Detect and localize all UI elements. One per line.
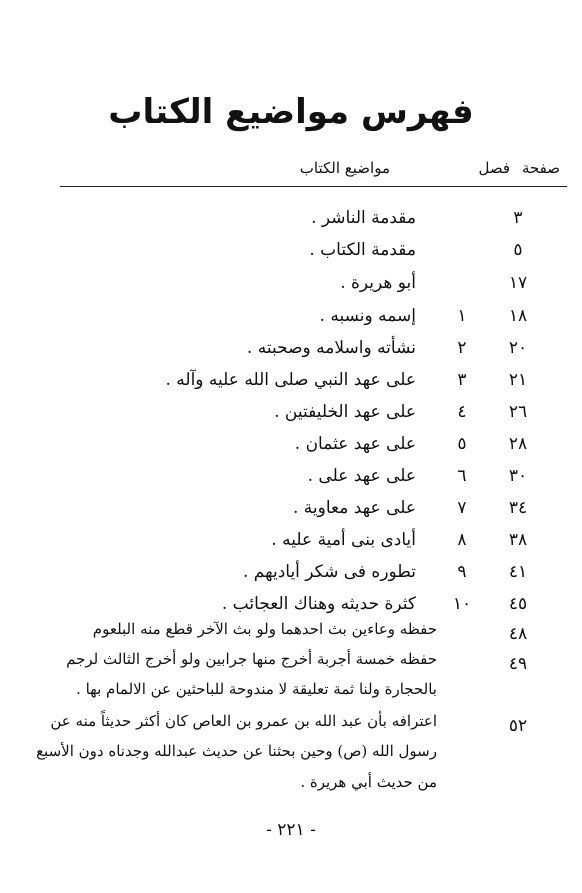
row-topic: على عهد النبي صلى الله عليه وآله . <box>165 370 416 390</box>
header-topics: مواضيع الكتاب <box>299 159 390 177</box>
row-topic-line: رسول الله (ص) وحين بحثنا عن حديث عبدالله وجدناه دون الأسبع <box>36 742 437 760</box>
row-page-number: ٤٥ <box>508 594 528 614</box>
row-page-number: ١٨ <box>508 306 528 326</box>
row-page-number: ٤٨ <box>508 624 528 644</box>
row-section-number: ٦ <box>457 466 467 486</box>
row-topic: على عهد عثمان . <box>294 434 416 454</box>
index-row <box>0 466 582 496</box>
row-section-number: ١ <box>457 306 467 326</box>
row-page-number: ٣ <box>513 208 523 228</box>
row-section-number: ٣ <box>457 370 467 390</box>
index-row <box>0 370 582 400</box>
row-page-number: ٣٠ <box>508 466 528 486</box>
row-section-number: ١٠ <box>452 594 472 614</box>
index-row <box>0 530 582 560</box>
index-row <box>0 498 582 528</box>
row-page-number: ٣٨ <box>508 530 528 550</box>
row-page-number: ٢٠ <box>508 338 528 358</box>
header-rule <box>60 186 567 187</box>
row-topic: تطوره فى شكر أياديهم . <box>243 562 416 582</box>
row-page-number: ٢١ <box>508 370 528 390</box>
row-section-number: ٤ <box>457 402 467 422</box>
row-section-number: ٩ <box>457 562 467 582</box>
row-page-number: ٢٨ <box>508 434 528 454</box>
row-topic: أبو هريرة . <box>340 273 416 293</box>
index-row <box>0 338 582 368</box>
row-topic-line: بالحجارة ولنا ثمة تعليقة لا مندوحة للباحثين عن الالمام بها . <box>76 680 437 698</box>
index-row <box>0 562 582 592</box>
row-topic: إسمه ونسبه . <box>319 306 416 326</box>
row-section-number: ٧ <box>457 498 467 518</box>
row-topic: مقدمة الناشر . <box>311 208 416 228</box>
row-topic-line: من حديث أبي هريرة . <box>300 773 437 791</box>
row-topic: على عهد معاوية . <box>292 498 416 518</box>
row-topic-line: حفظه خمسة أجربة أخرج منها جرابين ولو أخرج الثالث لرجم <box>66 650 437 668</box>
row-page-number: ٥٢ <box>508 716 528 736</box>
index-row <box>0 434 582 464</box>
row-topic: مقدمة الكتاب . <box>309 240 416 260</box>
page-title: فهرس مواضيع الكتاب <box>108 92 474 132</box>
row-topic: على عهد على . <box>307 466 416 486</box>
row-topic: نشأته واسلامه وصحبته . <box>246 338 416 358</box>
index-row <box>0 306 582 336</box>
row-section-number: ٢ <box>457 338 467 358</box>
row-topic-line: اعترافه بأن عبد الله بن عمرو بن العاص كان أكثر حديثاً منه عن <box>50 712 437 730</box>
row-page-number: ٤٩ <box>508 654 528 674</box>
header-page: صفحة <box>521 159 560 177</box>
row-page-number: ١٧ <box>508 273 528 293</box>
index-row <box>0 208 582 238</box>
row-topic: أيادى بنى أمية عليه . <box>271 530 416 550</box>
header-section: فصل <box>478 159 510 177</box>
table-header <box>60 155 560 183</box>
row-section-number: ٨ <box>457 530 467 550</box>
row-topic-line: حفظه وعاءين بث احدهما ولو بث الآخر قطع منه البلعوم <box>92 620 437 638</box>
row-page-number: ٤١ <box>508 562 528 582</box>
row-page-number: ٥ <box>513 240 523 260</box>
row-section-number: ٥ <box>457 434 467 454</box>
row-topic: كثرة حديثه وهناك العجائب . <box>221 594 416 614</box>
index-row <box>0 402 582 432</box>
row-page-number: ٢٦ <box>508 402 528 422</box>
index-row <box>0 240 582 270</box>
page-number: - ٢٢١ - <box>266 820 316 840</box>
row-page-number: ٣٤ <box>508 498 528 518</box>
row-topic: على عهد الخليفتين . <box>274 402 416 422</box>
index-row <box>0 273 582 303</box>
